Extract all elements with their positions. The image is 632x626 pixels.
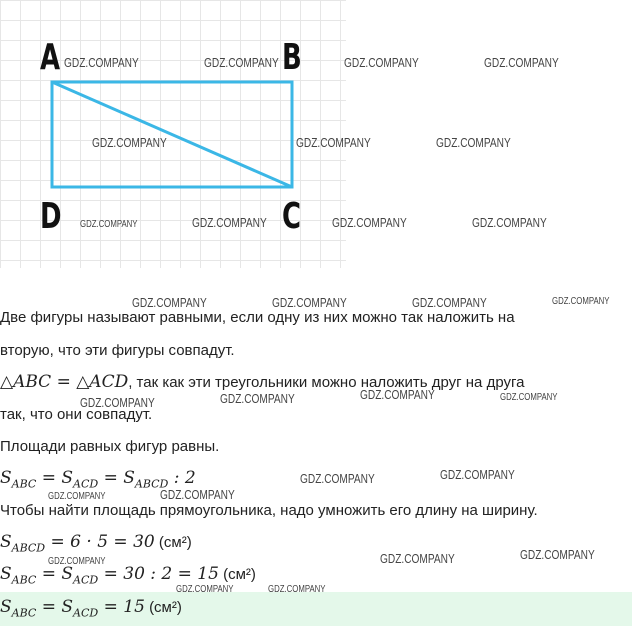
watermark: GDZ.COMPANY [484,55,559,70]
watermark: GDZ.COMPANY [412,295,487,310]
watermark: GDZ.COMPANY [360,387,435,402]
watermark: GDZ.COMPANY [472,215,547,230]
watermark: GDZ.COMPANY [48,556,106,567]
watermark: GDZ.COMPANY [192,215,267,230]
watermark: GDZ.COMPANY [92,135,167,150]
watermark: GDZ.COMPANY [132,295,207,310]
vertex-label-b: B [282,37,302,78]
unit-2: (см²) [223,566,256,583]
watermark: GDZ.COMPANY [344,55,419,70]
watermark: GDZ.COMPANY [80,395,155,410]
final-answer: $S_{ABC} = S_{ACD} = 15$ (см²) [0,597,182,620]
rectangle-area-calc: $S_{ABCD} = 6 \cdot 5 = 30$ (см²) [0,532,192,555]
unit-3: (см²) [149,599,182,616]
watermark: GDZ.COMPANY [160,487,235,502]
watermark: GDZ.COMPANY [380,551,455,566]
area-statement: Площади равных фигур равны. [0,438,220,455]
watermark: GDZ.COMPANY [520,547,595,562]
watermark: GDZ.COMPANY [64,55,139,70]
unit-1: (см²) [158,534,192,551]
triangles-equality: △ABC = △ACD [0,372,129,392]
definition-line-1: Две фигуры называют равными, если одну из них можно так наложить на [0,309,515,326]
watermark: GDZ.COMPANY [296,135,371,150]
vertex-label-c: C [282,196,302,237]
watermark: GDZ.COMPANY [300,471,375,486]
watermark: GDZ.COMPANY [176,584,234,595]
diagonal-ac [52,82,292,187]
watermark: GDZ.COMPANY [332,215,407,230]
watermark: GDZ.COMPANY [436,135,511,150]
watermark: GDZ.COMPANY [220,391,295,406]
watermark: GDZ.COMPANY [48,491,106,502]
triangle-area-calc: $S_{ABC} = S_{ACD} = 30$ : 2 = 15 (см²) [0,564,256,587]
area-formula: $S_{ABC} = S_{ACD} = S_{ABCD}$ : 2 [0,468,196,491]
watermark: GDZ.COMPANY [500,392,558,403]
watermark: GDZ.COMPANY [552,296,610,307]
triangles-line [0,372,524,392]
watermark: GDZ.COMPANY [268,584,326,595]
triangles-line-2: так, что они совпадут. [0,406,153,423]
vertex-label-d: D [40,196,62,237]
rectangle-area-rule: Чтобы найти площадь прямоугольника, надо умножить его длину на ширину. [0,502,538,519]
vertex-label-a: A [40,37,61,78]
watermark: GDZ.COMPANY [440,467,515,482]
definition-line-2: вторую, что эти фигуры совпадут. [0,342,235,359]
watermark: GDZ.COMPANY [204,55,279,70]
watermark: GDZ.COMPANY [80,219,138,230]
triangles-line-suffix: , так как эти треугольники можно наложить друг на друга [128,374,525,391]
watermark: GDZ.COMPANY [272,295,347,310]
